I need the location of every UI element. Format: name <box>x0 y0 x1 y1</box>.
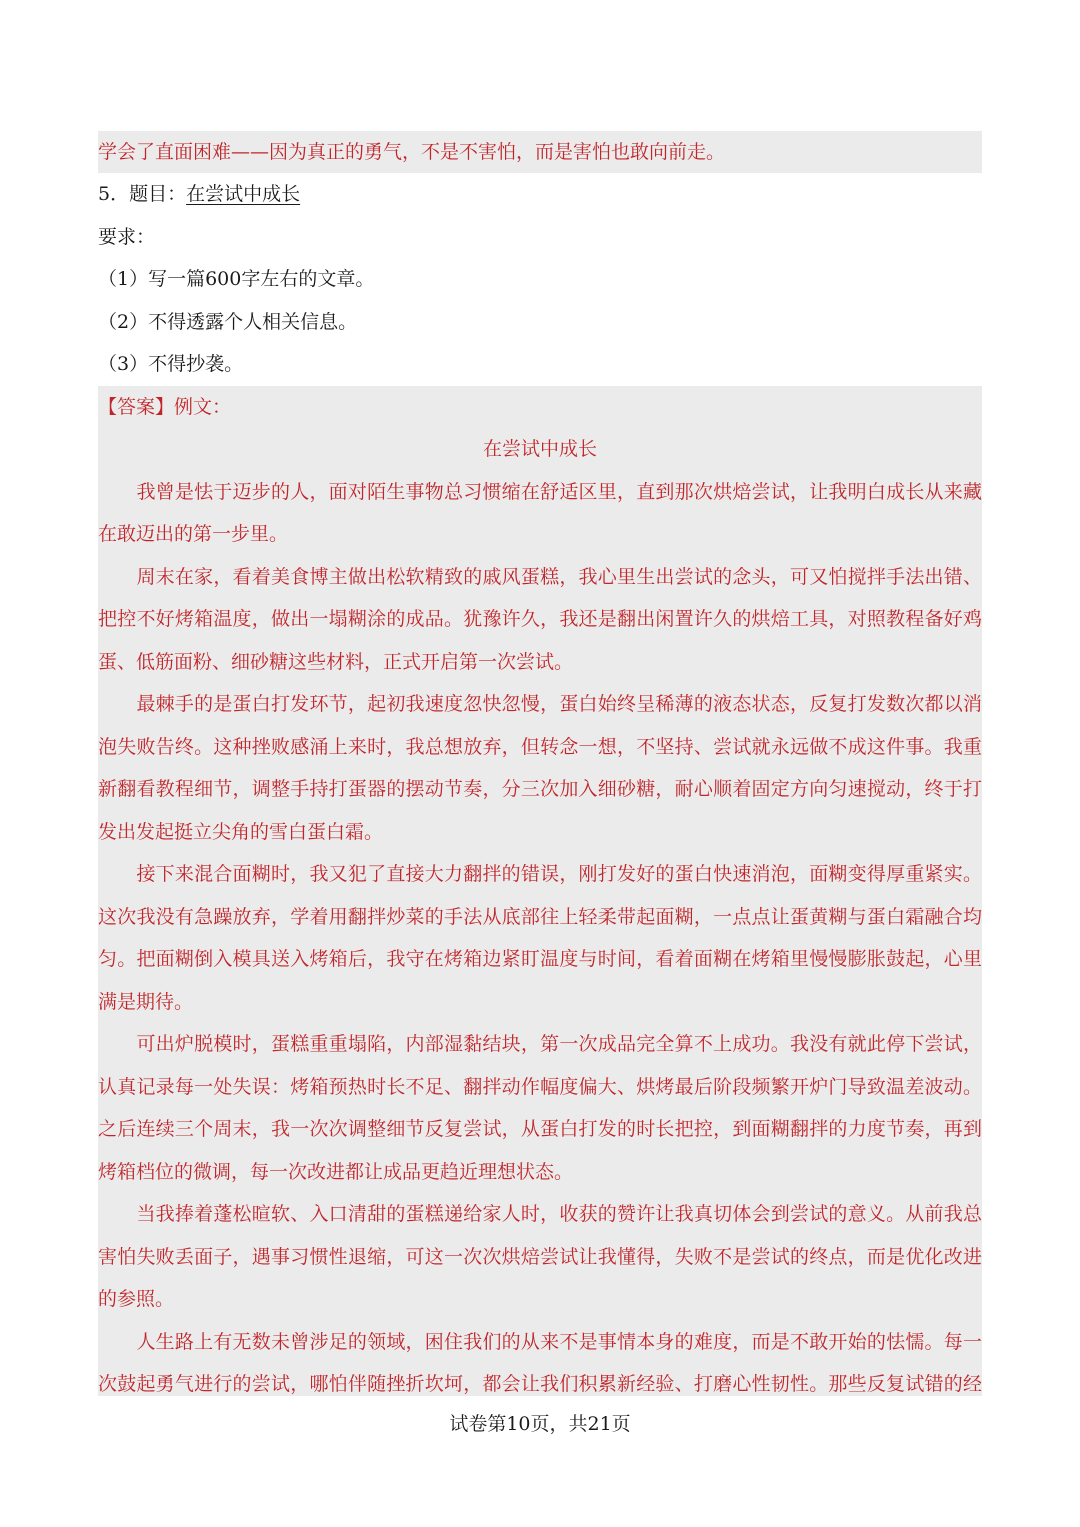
question-title: 在尝试中成长 <box>186 183 301 205</box>
essay-title: 在尝试中成长 <box>482 438 597 460</box>
essay-line: 当我捧着蓬松暄软、入口清甜的蛋糕递给家人时，收获的赞许让我真切体会到尝试的意义。从前我总 <box>98 1203 982 1225</box>
answer-label: 【答案】例文： <box>98 396 232 418</box>
essay-line: 次鼓起勇气进行的尝试，哪怕伴随挫折坎坷，都会让我们积累新经验、打磨心性韧性。那些反复试错的经 <box>98 1373 982 1395</box>
requirements-label: 要求： <box>98 226 156 248</box>
essay-line: 泡失败告终。这种挫败感涌上来时，我总想放弃，但转念一想，不坚持、尝试就永远做不成这件事。我重 <box>98 736 982 758</box>
essay-line: 烤箱档位的微调，每一次改进都让成品更趋近理想状态。 <box>98 1161 574 1183</box>
page-footer: 试卷第10页，共21页 <box>449 1413 631 1435</box>
essay-line: 这次我没有急躁放弃，学着用翻拌炒菜的手法从底部往上轻柔带起面糊，一点点让蛋黄糊与蛋白霜融合均 <box>98 906 982 928</box>
essay-line: 最棘手的是蛋白打发环节，起初我速度忽快忽慢，蛋白始终呈稀薄的液态状态，反复打发数次都以消 <box>98 693 982 715</box>
question-heading <box>98 173 982 215</box>
essay-line: 满是期待。 <box>98 991 194 1013</box>
requirement-item: （3）不得抄袭。 <box>98 353 244 375</box>
essay-line: 新翻看教程细节，调整手持打蛋器的摆动节奏，分三次加入细砂糖，耐心顺着固定方向匀速搅动，终于打 <box>98 778 982 800</box>
essay-line: 害怕失败丢面子，遇事习惯性退缩，可这一次次烘焙尝试让我懂得，失败不是尝试的终点，而是优化改进 <box>98 1246 982 1268</box>
requirement-item: （1）写一篇600字左右的文章。 <box>98 268 375 290</box>
question-number: 5．题目： <box>98 183 187 205</box>
requirement-item: （2）不得透露个人相关信息。 <box>98 311 358 333</box>
essay-line: 我曾是怯于迈步的人，面对陌生事物总习惯缩在舒适区里，直到那次烘焙尝试，让我明白成长从来藏 <box>98 481 982 503</box>
essay-line: 把控不好烤箱温度，做出一塌糊涂的成品。犹豫许久，我还是翻出闲置许久的烘焙工具，对照教程备好鸡 <box>98 608 982 630</box>
essay-line: 周末在家，看着美食博主做出松软精致的戚风蛋糕，我心里生出尝试的念头，可又怕搅拌手法出错、 <box>98 566 982 588</box>
essay-line: 之后连续三个周末，我一次次调整细节反复尝试，从蛋白打发的时长把控，到面糊翻拌的力度节奏，再到 <box>98 1118 982 1140</box>
essay-line: 发出发起挺立尖角的雪白蛋白霜。 <box>98 821 384 843</box>
essay-line: 接下来混合面糊时，我又犯了直接大力翻拌的错误，刚打发好的蛋白快速消泡，面糊变得厚重紧实。 <box>98 863 982 885</box>
previous-answer-fragment: 学会了直面困难——因为真正的勇气，不是不害怕，而是害怕也敢向前走。 <box>98 141 726 163</box>
essay-line: 的参照。 <box>98 1288 175 1310</box>
essay-line: 在敢迈出的第一步里。 <box>98 523 289 545</box>
essay-line: 可出炉脱模时，蛋糕重重塌陷，内部湿黏结块，第一次成品完全算不上成功。我没有就此停下尝试， <box>98 1033 982 1055</box>
essay-line: 蛋、低筋面粉、细砂糖这些材料，正式开启第一次尝试。 <box>98 651 574 673</box>
essay-line: 匀。把面糊倒入模具送入烤箱后，我守在烤箱边紧盯温度与时间，看着面糊在烤箱里慢慢膨胀鼓起，心里 <box>98 948 982 970</box>
essay-line: 人生路上有无数未曾涉足的领域，困住我们的从来不是事情本身的难度，而是不敢开始的怯懦。每一 <box>98 1331 982 1353</box>
essay-line: 认真记录每一处失误：烤箱预热时长不足、翻拌动作幅度偏大、烘烤最后阶段频繁开炉门导致温差波动。 <box>98 1076 982 1098</box>
